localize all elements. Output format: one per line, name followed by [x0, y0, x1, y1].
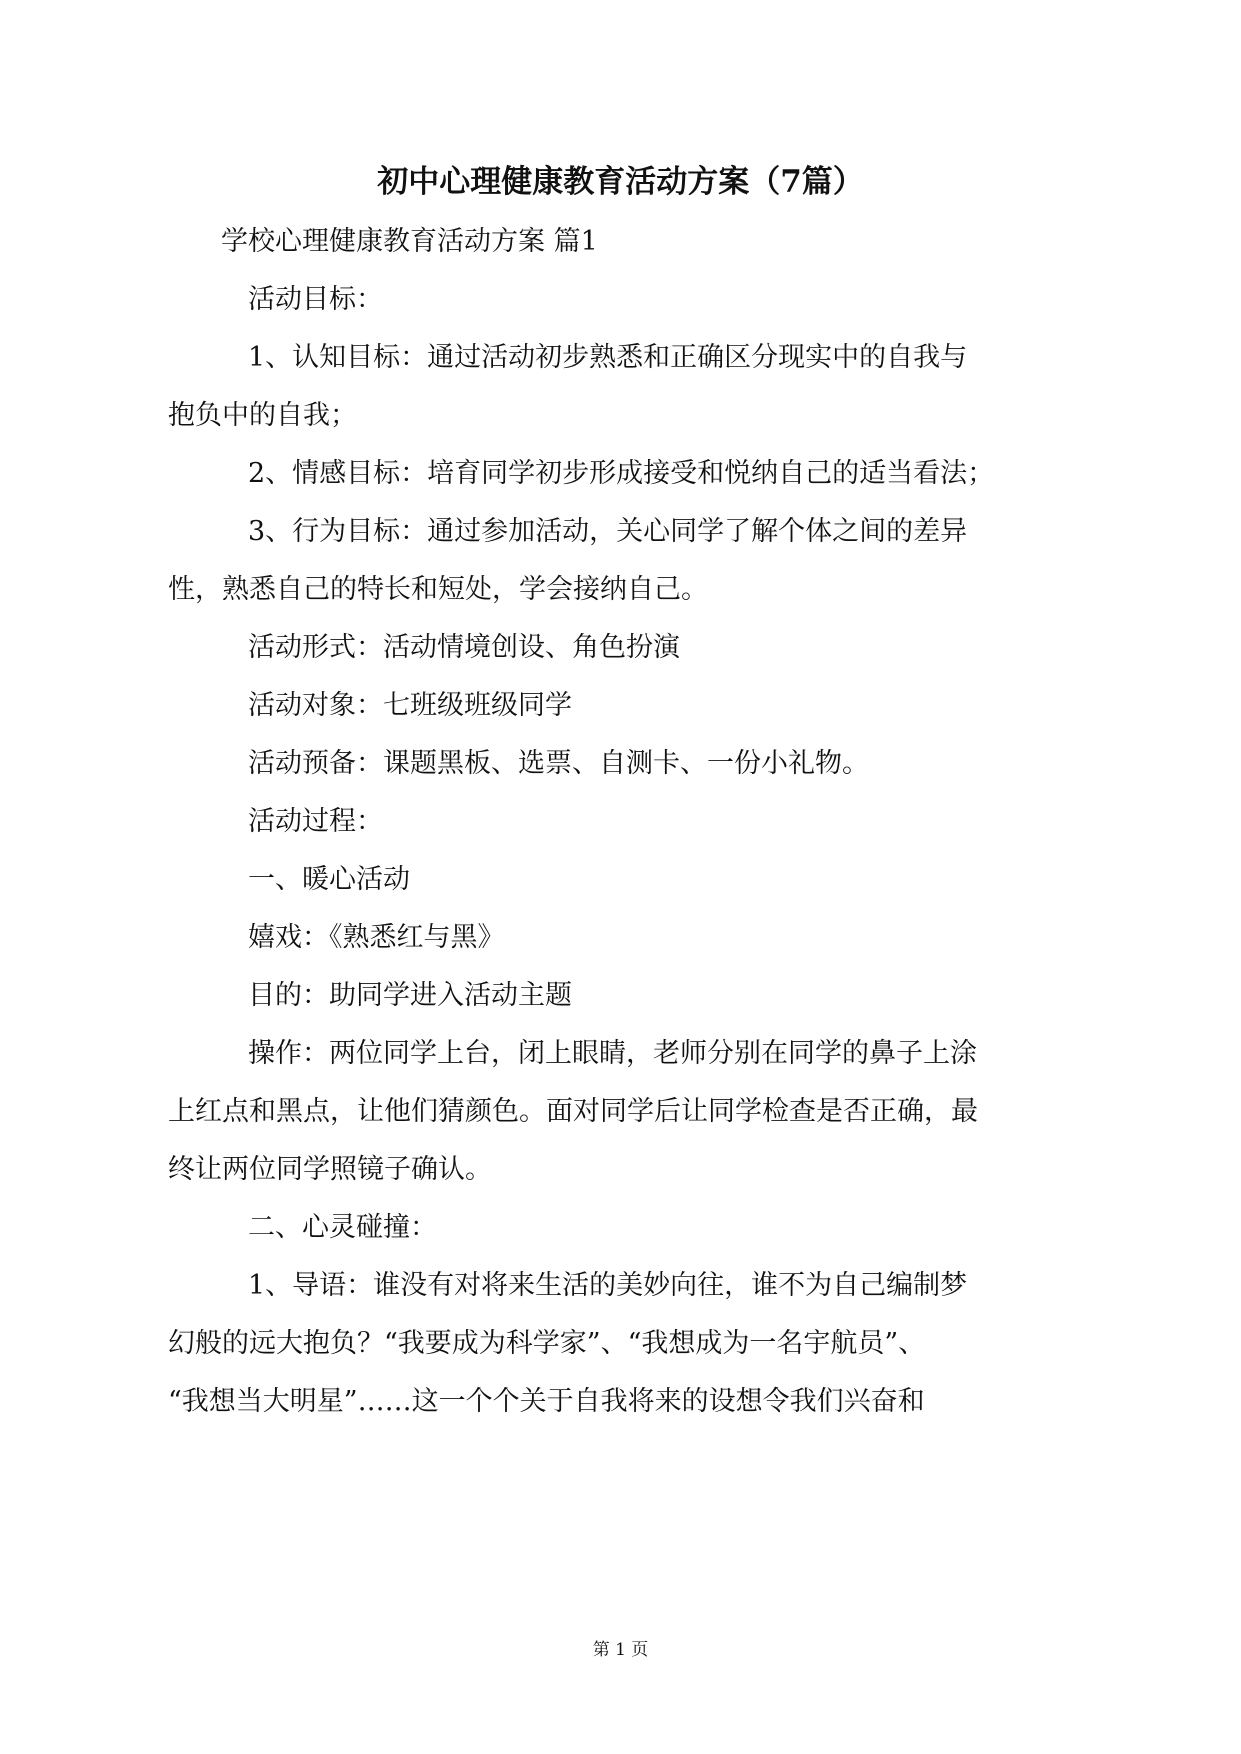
- section-heading: 学校心理健康教育活动方案 篇1: [221, 226, 598, 257]
- paragraph-line: 操作：两位同学上台，闭上眼睛，老师分别在同学的鼻子上涂: [248, 1038, 977, 1069]
- paragraph-line: 抱负中的自我；: [168, 400, 357, 431]
- paragraph-line: 终让两位同学照镜子确认。: [168, 1154, 492, 1185]
- paragraph-line: 活动过程：: [248, 806, 383, 837]
- paragraph-line: 上红点和黑点，让他们猜颜色。面对同学后让同学检查是否正确，最: [168, 1096, 978, 1127]
- paragraph-line: 活动对象：七班级班级同学: [248, 690, 572, 721]
- paragraph-line: 嬉戏：《熟悉红与黑》: [248, 922, 505, 953]
- page-number-footer: 第 1 页: [592, 1640, 649, 1660]
- paragraph-line: 活动目标：: [248, 284, 383, 315]
- paragraph-line: 活动形式：活动情境创设、角色扮演: [248, 632, 680, 663]
- paragraph-line: 性，熟悉自己的特长和短处，学会接纳自己。: [168, 574, 708, 605]
- paragraph-line: 幻般的远大抱负？“我要成为科学家”、“我想成为一名宇航员”、: [168, 1328, 926, 1359]
- paragraph-line: 二、心灵碰撞：: [248, 1212, 437, 1243]
- paragraph-line: 一、暖心活动: [248, 864, 410, 895]
- document-title: 初中心理健康教育活动方案（7篇）: [377, 164, 864, 200]
- paragraph-line: 2、情感目标：培育同学初步形成接受和悦纳自己的适当看法；: [248, 458, 995, 489]
- paragraph-line: 活动预备：课题黑板、选票、自测卡、一份小礼物。: [248, 748, 869, 779]
- paragraph-line: 目的：助同学进入活动主题: [248, 980, 572, 1011]
- paragraph-line: “我想当大明星”……这一个个关于自我将来的设想令我们兴奋和: [168, 1386, 925, 1417]
- paragraph-line: 1、导语：谁没有对将来生活的美妙向往，谁不为自己编制梦: [248, 1270, 968, 1301]
- paragraph-line: 1、认知目标：通过活动初步熟悉和正确区分现实中的自我与: [248, 342, 968, 373]
- paragraph-line: 3、行为目标：通过参加活动，关心同学了解个体之间的差异: [248, 516, 968, 547]
